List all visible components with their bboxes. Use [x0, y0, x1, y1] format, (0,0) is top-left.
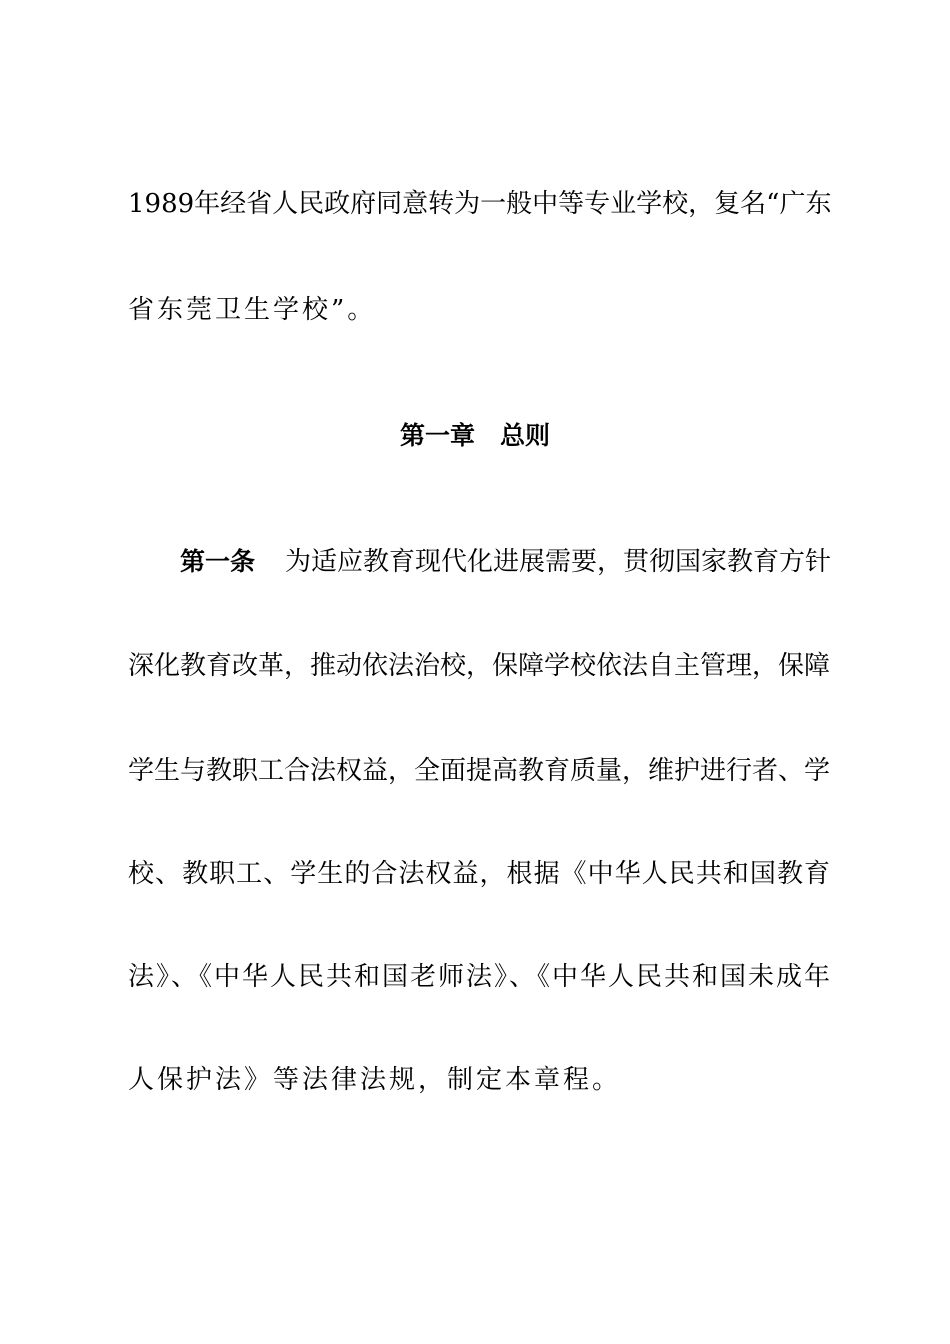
paragraph-line: 法》、《中华人民共和国老师法》、《中华人民共和国未成年 — [128, 962, 830, 992]
paragraph-line: 校、教职工、学生的合法权益，根据《中华人民共和国教育 — [128, 859, 830, 889]
article-label: 第一条 — [180, 547, 256, 576]
paragraph-line: 深化教育改革，推动依法治校，保障学校依法自主管理，保障 — [128, 651, 831, 681]
article-text: 为适应教育现代化进展需要，贯彻国家教育方针 — [285, 547, 832, 577]
chapter-heading: 第一章 总则 — [399, 421, 550, 450]
paragraph-line: 1989年经省人民政府同意转为一般中等专业学校，复名“广东 — [128, 189, 832, 219]
paragraph-line: 人保护法》等法律法规，制定本章程。 — [128, 1065, 622, 1095]
paragraph-line: 学生与教职工合法权益，全面提高教育质量，维护进行者、学 — [128, 756, 831, 786]
paragraph-line: 省东莞卫生学校”。 — [128, 295, 377, 325]
article-first-line — [180, 546, 830, 578]
